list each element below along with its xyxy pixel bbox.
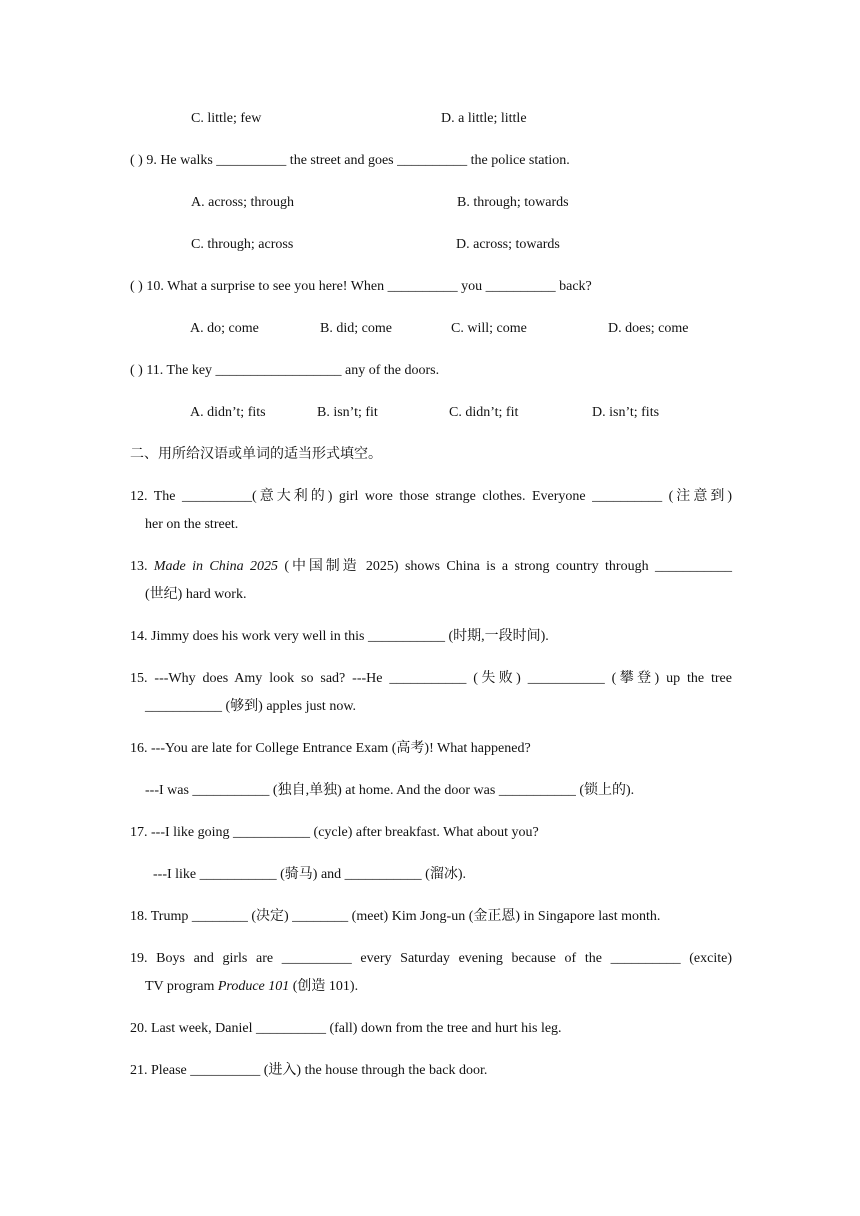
q9-option-b: B. through; towards [457,195,569,210]
q11-option-b: B. isn’t; fit [317,405,378,420]
q12-line2: her on the street. [145,517,239,532]
q8-option-d: D. a little; little [441,111,527,126]
q11-option-d: D. isn’t; fits [592,405,660,420]
q19-post: (创造 101). [289,979,359,994]
q20-line1: 20. Last week, Daniel __________ (fall) down from the tree and hurt his leg. [130,1021,562,1036]
q13-line1 [130,558,732,576]
q15-line1: 15. ---Why does Amy look so sad? ---He ___________ (失败) ___________ (攀登) up the tree [130,671,732,686]
q9-option-a: A. across; through [191,195,295,210]
section-heading: 二、用所给汉语或单词的适当形式填空。 [130,447,382,462]
q19-italic-title: Produce 101 [217,979,290,994]
q17-line2: ---I like ___________ (骑马) and ___________ (溜冰). [153,867,467,882]
q13-italic-title: Made in China 2025 [153,559,279,574]
q18-line1: 18. Trump ________ (决定) ________ (meet) Kim Jong-un (金正恩) in Singapore last month. [130,909,661,924]
q8-option-c: C. little; few [191,111,262,126]
q19-line1: 19. Boys and girls are __________ every Saturday evening because of the __________ (excite) [130,951,732,966]
q10-option-b: B. did; come [320,321,392,336]
q9-option-c: C. through; across [191,237,294,252]
q10-option-d: D. does; come [608,321,689,336]
q16-line2: ---I was ___________ (独自,单独) at home. And the door was ___________ (锁上的). [145,783,635,798]
q13-line2: (世纪) hard work. [145,587,247,602]
q9-stem: ( ) 9. He walks __________ the street and goes __________ the police station. [130,153,570,168]
q10-option-c: C. will; come [451,321,527,336]
q11-option-c: C. didn’t; fit [449,405,519,420]
q21-line1: 21. Please __________ (进入) the house through the back door. [130,1063,488,1078]
q11-stem: ( ) 11. The key __________________ any of the doors. [130,363,440,378]
q13-number: 13. [130,559,154,574]
q16-line1: 16. ---You are late for College Entrance Exam (高考)! What happened? [130,741,531,756]
q14-line1: 14. Jimmy does his work very well in this ___________ (时期,一段时间). [130,629,549,644]
q17-line1: 17. ---I like going ___________ (cycle) after breakfast. What about you? [130,825,539,840]
q9-option-d: D. across; towards [456,237,560,252]
q15-line2: ___________ (够到) apples just now. [145,699,357,714]
q10-stem: ( ) 10. What a surprise to see you here! When __________ you __________ back? [130,279,592,294]
q11-option-a: A. didn’t; fits [190,405,266,420]
q12-line1: 12. The __________(意大利的) girl wore those strange clothes. Everyone __________ (注意到) [130,489,732,504]
q19-pre: TV program [145,979,218,994]
q13-rest: (中国制造 2025) shows China is a strong country through ___________ [278,559,732,574]
q19-line2 [145,978,358,996]
q10-option-a: A. do; come [190,321,259,336]
